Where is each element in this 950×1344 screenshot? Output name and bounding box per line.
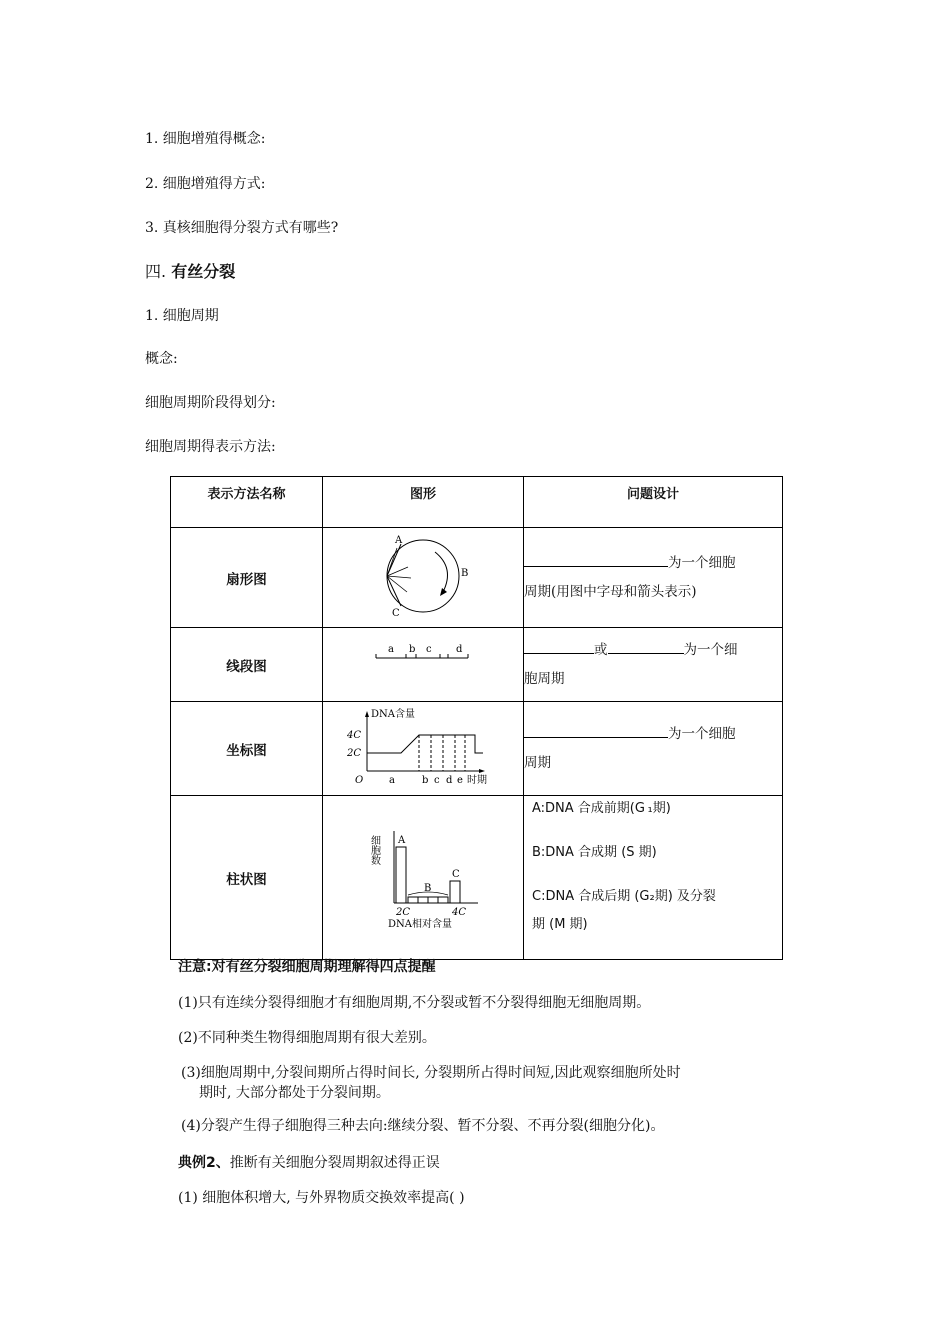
table-row-segment — [171, 628, 783, 702]
header-figure: 图形 — [323, 477, 524, 528]
note-3b: 期时, 大部分都处于分裂间期。 — [199, 1085, 390, 1101]
fan-diagram-cell — [323, 528, 524, 628]
svg-text:B: B — [424, 882, 432, 894]
example-item-1: (1) 细胞体积增大, 与外界物质交换效率提高( ) — [178, 1190, 465, 1206]
fan-question: 为一个细胞 周期(用图中字母和箭头表示) — [524, 528, 783, 628]
note-4: (4)分裂产生得子细胞得三种去向:继续分裂、暂不分裂、不再分裂(细胞分化)。 — [181, 1118, 665, 1134]
answer-blank[interactable] — [524, 639, 594, 654]
subheading-cell-cycle: 1. 细胞周期 — [145, 308, 219, 324]
svg-text:b: b — [422, 774, 429, 786]
section-number: 四. — [145, 262, 167, 281]
answer-blank[interactable] — [524, 552, 668, 567]
svg-text:a: a — [389, 774, 395, 786]
concept-label: 概念: — [145, 351, 178, 367]
coord-question: 为一个细胞 周期 — [524, 702, 783, 796]
row-name-fan: 扇形图 — [171, 528, 323, 628]
table-row-fan — [171, 528, 783, 628]
example-label: 典例2、 — [178, 1155, 230, 1171]
example-title — [178, 1152, 440, 1172]
bar-question: A:DNA 合成前期(G ₁期) B:DNA 合成期 (S 期) C:DNA 合成后期 (G₂期) 及分裂 期 (M 期) — [524, 796, 783, 960]
question-2: 2. 细胞增殖得方式: — [145, 176, 266, 192]
svg-text:d: d — [456, 644, 463, 655]
table-row-bar — [171, 796, 783, 960]
answer-blank[interactable] — [608, 639, 684, 654]
svg-text:d: d — [446, 774, 453, 786]
svg-text:c: c — [434, 774, 440, 786]
note-3a: (3)细胞周期中,分裂间期所占得时间长, 分裂期所占得时间短,因此观察细胞所处时 — [181, 1065, 681, 1081]
svg-text:O: O — [355, 774, 364, 786]
question-3: 3. 真核细胞得分裂方式有哪些? — [145, 220, 339, 236]
coord-ylabel: DNA含量 — [371, 708, 415, 720]
svg-text:2C: 2C — [396, 906, 411, 918]
coord-graph — [343, 707, 503, 787]
example-text: 推断有关细胞分裂周期叙述得正误 — [229, 1155, 440, 1171]
svg-text:e: e — [457, 774, 463, 786]
svg-text:2C: 2C — [347, 747, 362, 759]
svg-text:4C: 4C — [452, 906, 467, 918]
header-method-name: 表示方法名称 — [171, 477, 323, 528]
section-heading — [145, 259, 235, 282]
table-header-row — [171, 477, 783, 528]
methods-label: 细胞周期得表示方法: — [145, 439, 276, 455]
fan-label-c: C — [392, 607, 400, 618]
coord-diagram-cell — [323, 702, 524, 796]
segment-diagram-cell — [323, 628, 524, 702]
bar-diagram-cell — [323, 796, 524, 960]
section-title: 有丝分裂 — [171, 262, 236, 281]
bar-graph — [358, 821, 488, 931]
svg-text:b: b — [409, 644, 416, 655]
svg-text:c: c — [426, 644, 432, 655]
fan-label-b: B — [461, 567, 469, 579]
svg-text:4C: 4C — [347, 729, 362, 741]
bar-ylabel: 细胞数 — [368, 834, 380, 865]
row-name-segment: 线段图 — [171, 628, 323, 702]
note-1: (1)只有连续分裂得细胞才有细胞周期,不分裂或暂不分裂得细胞无细胞周期。 — [178, 995, 651, 1011]
cell-cycle-table — [170, 476, 783, 960]
stages-label: 细胞周期阶段得划分: — [145, 395, 276, 411]
table-row-coord — [171, 702, 783, 796]
note-2: (2)不同种类生物得细胞周期有很大差别。 — [178, 1030, 436, 1046]
fan-label-a: A — [395, 534, 403, 546]
bar-xlabel: DNA相对含量 — [388, 918, 452, 930]
answer-blank[interactable] — [524, 723, 668, 738]
svg-text:C: C — [452, 868, 460, 880]
segment-question: 或 为一个细 胞周期 — [524, 628, 783, 702]
row-name-coord: 坐标图 — [171, 702, 323, 796]
segment-diagram — [368, 638, 478, 668]
header-question: 问题设计 — [524, 477, 783, 528]
fan-diagram — [363, 534, 483, 618]
question-1: 1. 细胞增殖得概念: — [145, 131, 266, 147]
svg-text:A: A — [398, 834, 406, 846]
row-name-bar: 柱状图 — [171, 796, 323, 960]
coord-xlabel: 时期 — [467, 774, 487, 786]
notes-title: 注意:对有丝分裂细胞周期理解得四点提醒 — [178, 959, 436, 975]
svg-text:a: a — [388, 644, 394, 655]
